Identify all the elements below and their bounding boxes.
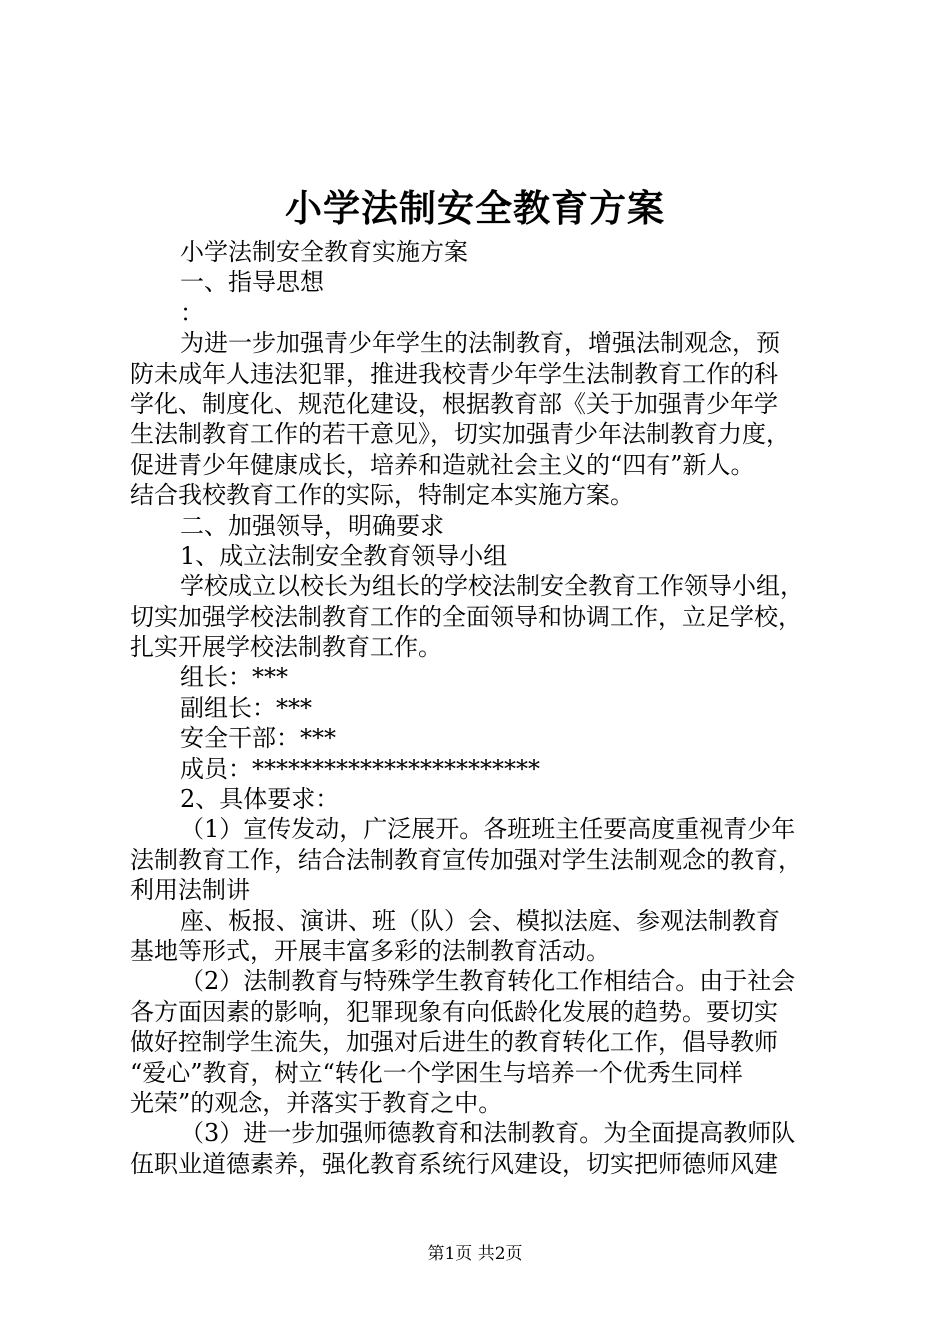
paragraph-line: 利用法制讲 (130, 876, 250, 905)
subsection-heading: 2、具体要求： (180, 785, 340, 814)
paragraph-line: 伍职业道德素养，强化教育系统行风建设，切实把师德师风建 (130, 1149, 778, 1178)
section-heading: 一、指导思想 (180, 268, 324, 297)
paragraph-line: 为进一步加强青少年学生的法制教育，增强法制观念，预 (180, 329, 780, 358)
paragraph-line: 生法制教育工作的若干意见》，切实加强青少年法制教育力度， (130, 420, 790, 449)
paragraph-line: 防未成年人违法犯罪，推进我校青少年学生法制教育工作的科 (130, 359, 778, 388)
paragraph-line: 法制教育工作，结合法制教育宣传加强对学生法制观念的教育， (130, 845, 802, 874)
paragraph-line: 做好控制学生流失，加强对后进生的教育转化工作，倡导教师 (130, 1028, 778, 1057)
document-body (130, 237, 830, 1179)
subsection-heading: 1、成立法制安全教育领导小组 (180, 541, 508, 570)
member-line: 组长：*** (180, 663, 288, 692)
page-footer: 第1页 共2页 (427, 1244, 523, 1264)
paragraph-line: “爱心”教育，树立“转化一个学困生与培养一个优秀生同样 (130, 1058, 743, 1087)
paragraph-line: 光荣”的观念，并落实于教育之中。 (130, 1088, 503, 1117)
subtitle-line: 小学法制安全教育实施方案 (180, 238, 468, 266)
paragraph-line: （1）宣传发动，广泛展开。各班班主任要高度重视青少年 (180, 815, 796, 844)
member-line: 成员：************************ (180, 754, 540, 783)
paragraph-line: 结合我校教育工作的实际，特制定本实施方案。 (130, 481, 634, 510)
paragraph-line: 学化、制度化、规范化建设，根据教育部《关于加强青少年学 (130, 389, 778, 418)
document-title: 小学法制安全教育方案 (285, 186, 665, 230)
paragraph-line: 切实加强学校法制教育工作的全面领导和协调工作，立足学校， (130, 602, 802, 631)
paragraph-line: 各方面因素的影响，犯罪现象有向低龄化发展的趋势。要切实 (130, 997, 778, 1026)
text-line: ： (180, 298, 204, 327)
paragraph-line: 扎实开展学校法制教育工作。 (130, 633, 442, 662)
paragraph-line: 座、板报、演讲、班（队）会、模拟法庭、参观法制教育 (180, 906, 780, 935)
paragraph-line: 促进青少年健康成长，培养和造就社会主义的“四有”新人。 (130, 450, 755, 479)
paragraph-line: 学校成立以校长为组长的学校法制安全教育工作领导小组， (180, 572, 804, 601)
section-heading: 二、加强领导，明确要求 (180, 511, 444, 540)
member-line: 副组长：*** (180, 693, 312, 722)
paragraph-line: 基地等形式，开展丰富多彩的法制教育活动。 (130, 936, 610, 965)
member-line: 安全干部：*** (180, 724, 336, 753)
paragraph-line: （2）法制教育与特殊学生教育转化工作相结合。由于社会 (180, 967, 796, 996)
paragraph-line: （3）进一步加强师德教育和法制教育。为全面提高教师队 (180, 1119, 796, 1148)
